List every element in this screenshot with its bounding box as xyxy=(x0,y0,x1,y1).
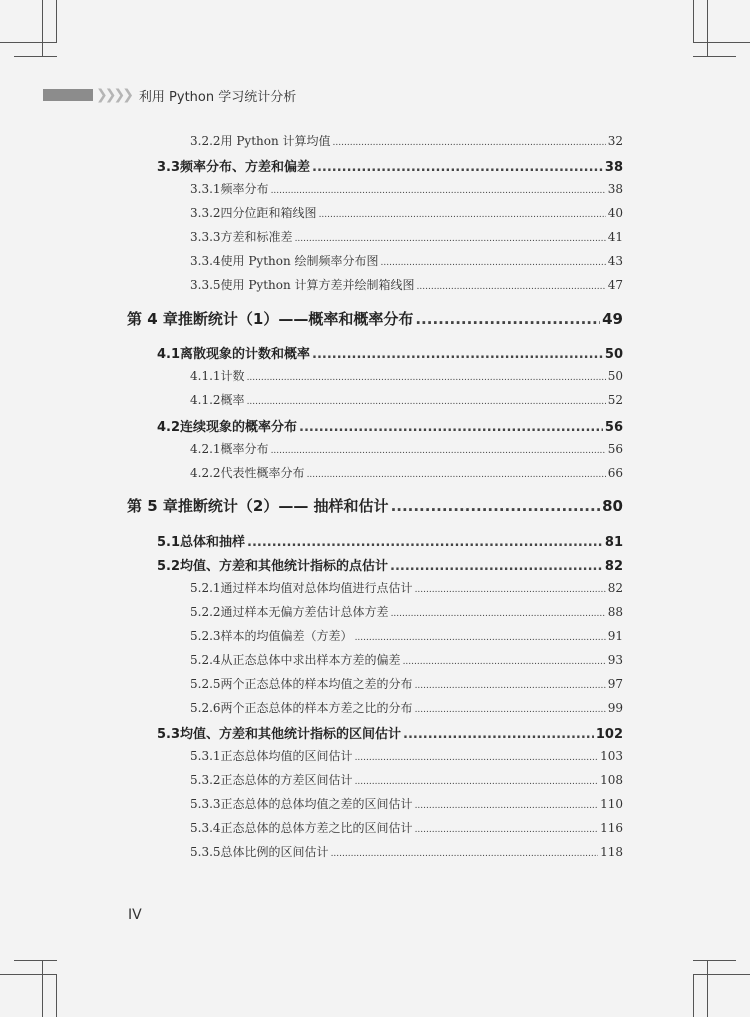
toc-dot-leader xyxy=(415,825,599,835)
toc-subsection[interactable] xyxy=(190,819,623,836)
toc-dot-leader xyxy=(307,470,606,480)
toc-entry-title: 正态总体的总体方差之比的区间估计 xyxy=(220,821,413,835)
toc-subsection[interactable] xyxy=(190,627,623,644)
toc-entry-title: 均值、方差和其他统计指标的区间估计 xyxy=(180,727,402,742)
toc-dot-leader xyxy=(391,609,606,619)
toc-entry-title: 离散现象的计数和概率 xyxy=(180,347,311,362)
toc-entry-number: 第 4 章 xyxy=(127,310,178,328)
toc-entry-number: 5.2.4 xyxy=(190,653,221,667)
toc-subsection[interactable] xyxy=(190,252,623,269)
toc-entry-page: 118 xyxy=(600,845,623,859)
toc-entry-title: 总体和抽样 xyxy=(180,535,246,550)
toc-entry-number: 4.2.2 xyxy=(190,466,221,480)
toc-section[interactable] xyxy=(157,156,623,175)
toc-entry-number: 4.2 xyxy=(157,420,181,435)
toc-entry-number: 3.3.3 xyxy=(190,230,221,244)
toc-entry-title: 均值、方差和其他统计指标的点估计 xyxy=(180,559,389,574)
toc-entry-number: 5.3.5 xyxy=(190,845,221,859)
toc-entry-number: 5.2.3 xyxy=(190,629,221,643)
toc-subsection[interactable] xyxy=(190,675,623,692)
toc-subsection[interactable] xyxy=(190,603,623,620)
toc-entry-page: 43 xyxy=(607,254,623,268)
toc-section[interactable] xyxy=(157,723,623,742)
toc-dot-leader xyxy=(333,138,606,148)
toc-entry-page: 52 xyxy=(607,393,623,407)
toc-entry-page: 81 xyxy=(604,535,623,550)
toc-entry-title: 频率分布、方差和偏差 xyxy=(180,160,311,175)
toc-entry-title: 两个正态总体的样本方差之比的分布 xyxy=(220,701,413,715)
toc-entry-title: 连续现象的概率分布 xyxy=(180,420,298,435)
toc-entry-page: 80 xyxy=(602,497,623,515)
toc-dot-leader xyxy=(403,727,594,742)
toc-section[interactable] xyxy=(157,416,623,435)
toc-entry-number: 3.2.2 xyxy=(190,134,221,148)
toc-entry-title: 两个正态总体的样本均值之差的分布 xyxy=(220,677,413,691)
page-number: IV xyxy=(128,907,142,923)
toc-dot-leader xyxy=(312,347,603,362)
toc-entry-number: 5.2 xyxy=(157,559,181,574)
toc-section[interactable] xyxy=(157,555,623,574)
toc-subsection[interactable] xyxy=(190,440,623,457)
toc-dot-leader xyxy=(415,310,600,328)
toc-subsection[interactable] xyxy=(190,228,623,245)
toc-entry-title: 使用 Python 绘制频率分布图 xyxy=(220,254,379,268)
toc-entry-title: 使用 Python 计算方差并绘制箱线图 xyxy=(220,278,415,292)
toc-entry-page: 56 xyxy=(607,442,623,456)
toc-entry-number: 4.1 xyxy=(157,347,181,362)
toc-dot-leader xyxy=(247,397,606,407)
toc-entry-page: 82 xyxy=(607,581,623,595)
toc-entry-title: 通过样本无偏方差估计总体方差 xyxy=(220,605,389,619)
toc-entry-title: 方差和标准差 xyxy=(220,230,293,244)
running-header xyxy=(43,86,296,104)
toc-entry-title: 正态总体的总体均值之差的区间估计 xyxy=(220,797,413,811)
toc-entry-page: 32 xyxy=(607,134,623,148)
toc-entry-number: 4.1.1 xyxy=(190,369,221,383)
toc-dot-leader xyxy=(417,282,606,292)
toc-entry-page: 50 xyxy=(604,347,623,362)
toc-dot-leader xyxy=(390,559,603,574)
toc-entry-page: 66 xyxy=(607,466,623,480)
toc-entry-page: 116 xyxy=(600,821,623,835)
toc-subsection[interactable] xyxy=(190,464,623,481)
toc-subsection[interactable] xyxy=(190,204,623,221)
toc-entry-title: 频率分布 xyxy=(220,182,269,196)
toc-entry-page: 99 xyxy=(607,701,623,715)
toc-entry-title: 四分位距和箱线图 xyxy=(220,206,317,220)
toc-dot-leader xyxy=(355,753,599,763)
toc-entry-number: 5.2.6 xyxy=(190,701,221,715)
chevron-right-icon: ❯❯❯❯ xyxy=(96,87,131,103)
toc-entry-page: 38 xyxy=(604,160,623,175)
toc-dot-leader xyxy=(415,705,606,715)
toc-entry-number: 5.1 xyxy=(157,535,181,550)
toc-subsection[interactable] xyxy=(190,579,623,596)
toc-entry-number: 3.3 xyxy=(157,160,181,175)
toc-dot-leader xyxy=(415,585,606,595)
toc-entry-page: 82 xyxy=(604,559,623,574)
toc-entry-title: 推断统计（1）——概率和概率分布 xyxy=(177,310,414,328)
toc-entry-title: 概率 xyxy=(220,393,245,407)
toc-entry-number: 5.3.1 xyxy=(190,749,221,763)
toc-subsection[interactable] xyxy=(190,367,623,384)
toc-chapter[interactable] xyxy=(127,495,623,516)
toc-entry-title: 计数 xyxy=(220,369,245,383)
toc-entry-title: 正态总体均值的区间估计 xyxy=(220,749,353,763)
toc-dot-leader xyxy=(312,160,603,175)
toc-entry-title: 从正态总体中求出样本方差的偏差 xyxy=(220,653,401,667)
toc-entry-number: 5.2.1 xyxy=(190,581,221,595)
toc-dot-leader xyxy=(391,497,601,515)
toc-dot-leader xyxy=(355,777,599,787)
toc-entry-number: 第 5 章 xyxy=(127,497,178,515)
toc-dot-leader xyxy=(271,186,606,196)
toc-entry-number: 5.3.3 xyxy=(190,797,221,811)
toc-entry-page: 102 xyxy=(595,727,623,742)
toc-entry-page: 97 xyxy=(607,677,623,691)
toc-subsection[interactable] xyxy=(190,795,623,812)
toc-entry-title: 通过样本均值对总体均值进行点估计 xyxy=(220,581,413,595)
toc-dot-leader xyxy=(331,849,599,859)
toc-entry-title: 代表性概率分布 xyxy=(220,466,305,480)
toc-subsection[interactable] xyxy=(190,747,623,764)
toc-section[interactable] xyxy=(157,343,623,362)
toc-entry-page: 108 xyxy=(600,773,623,787)
toc-entry-number: 3.3.5 xyxy=(190,278,221,292)
toc-entry-page: 50 xyxy=(607,369,623,383)
toc-entry-number: 3.3.4 xyxy=(190,254,221,268)
toc-entry-number: 3.3.2 xyxy=(190,206,221,220)
toc-dot-leader xyxy=(403,657,606,667)
toc-entry-page: 110 xyxy=(600,797,623,811)
toc-entry-page: 91 xyxy=(607,629,623,643)
toc-subsection[interactable] xyxy=(190,391,623,408)
toc-entry-page: 47 xyxy=(607,278,623,292)
toc-dot-leader xyxy=(381,258,606,268)
toc-subsection[interactable] xyxy=(190,651,623,668)
toc-entry-page: 56 xyxy=(604,420,623,435)
toc-entry-title: 用 Python 计算均值 xyxy=(220,134,331,148)
toc-entry-number: 5.2.2 xyxy=(190,605,221,619)
toc-chapter[interactable] xyxy=(127,308,623,329)
toc-subsection[interactable] xyxy=(190,276,623,293)
toc-entry-title: 总体比例的区间估计 xyxy=(220,845,329,859)
toc-entry-page: 40 xyxy=(607,206,623,220)
toc-entry-page: 38 xyxy=(607,182,623,196)
toc-dot-leader xyxy=(355,633,606,643)
toc-entry-page: 103 xyxy=(600,749,623,763)
toc-entry-page: 41 xyxy=(607,230,623,244)
toc-entry-number: 5.3.4 xyxy=(190,821,221,835)
toc-dot-leader xyxy=(271,446,606,456)
toc-entry-title: 推断统计（2）—— 抽样和估计 xyxy=(177,497,389,515)
toc-dot-leader xyxy=(299,420,603,435)
toc-dot-leader xyxy=(415,801,599,811)
toc-entry-title: 正态总体的方差区间估计 xyxy=(220,773,353,787)
toc-entry-number: 5.3 xyxy=(157,727,181,742)
toc-subsection[interactable] xyxy=(190,180,623,197)
toc-section[interactable] xyxy=(157,531,623,550)
toc-entry-number: 5.2.5 xyxy=(190,677,221,691)
toc-dot-leader xyxy=(319,210,606,220)
toc-entry-page: 93 xyxy=(607,653,623,667)
toc-subsection[interactable] xyxy=(190,699,623,716)
toc-entry-number: 4.1.2 xyxy=(190,393,221,407)
toc-entry-title: 概率分布 xyxy=(220,442,269,456)
toc-entry-number: 5.3.2 xyxy=(190,773,221,787)
toc-dot-leader xyxy=(415,681,606,691)
toc-subsection[interactable] xyxy=(190,132,623,149)
toc-subsection[interactable] xyxy=(190,843,623,860)
header-bar-decoration xyxy=(43,89,93,101)
toc-entry-title: 样本的均值偏差（方差） xyxy=(220,629,353,643)
toc-entry-page: 49 xyxy=(602,310,623,328)
toc-subsection[interactable] xyxy=(190,771,623,788)
book-title: 利用 Python 学习统计分析 xyxy=(138,89,297,105)
toc-dot-leader xyxy=(247,373,606,383)
toc-entry-page: 88 xyxy=(607,605,623,619)
toc-entry-number: 3.3.1 xyxy=(190,182,221,196)
toc-entry-number: 4.2.1 xyxy=(190,442,221,456)
toc-dot-leader xyxy=(295,234,606,244)
toc-dot-leader xyxy=(247,535,603,550)
